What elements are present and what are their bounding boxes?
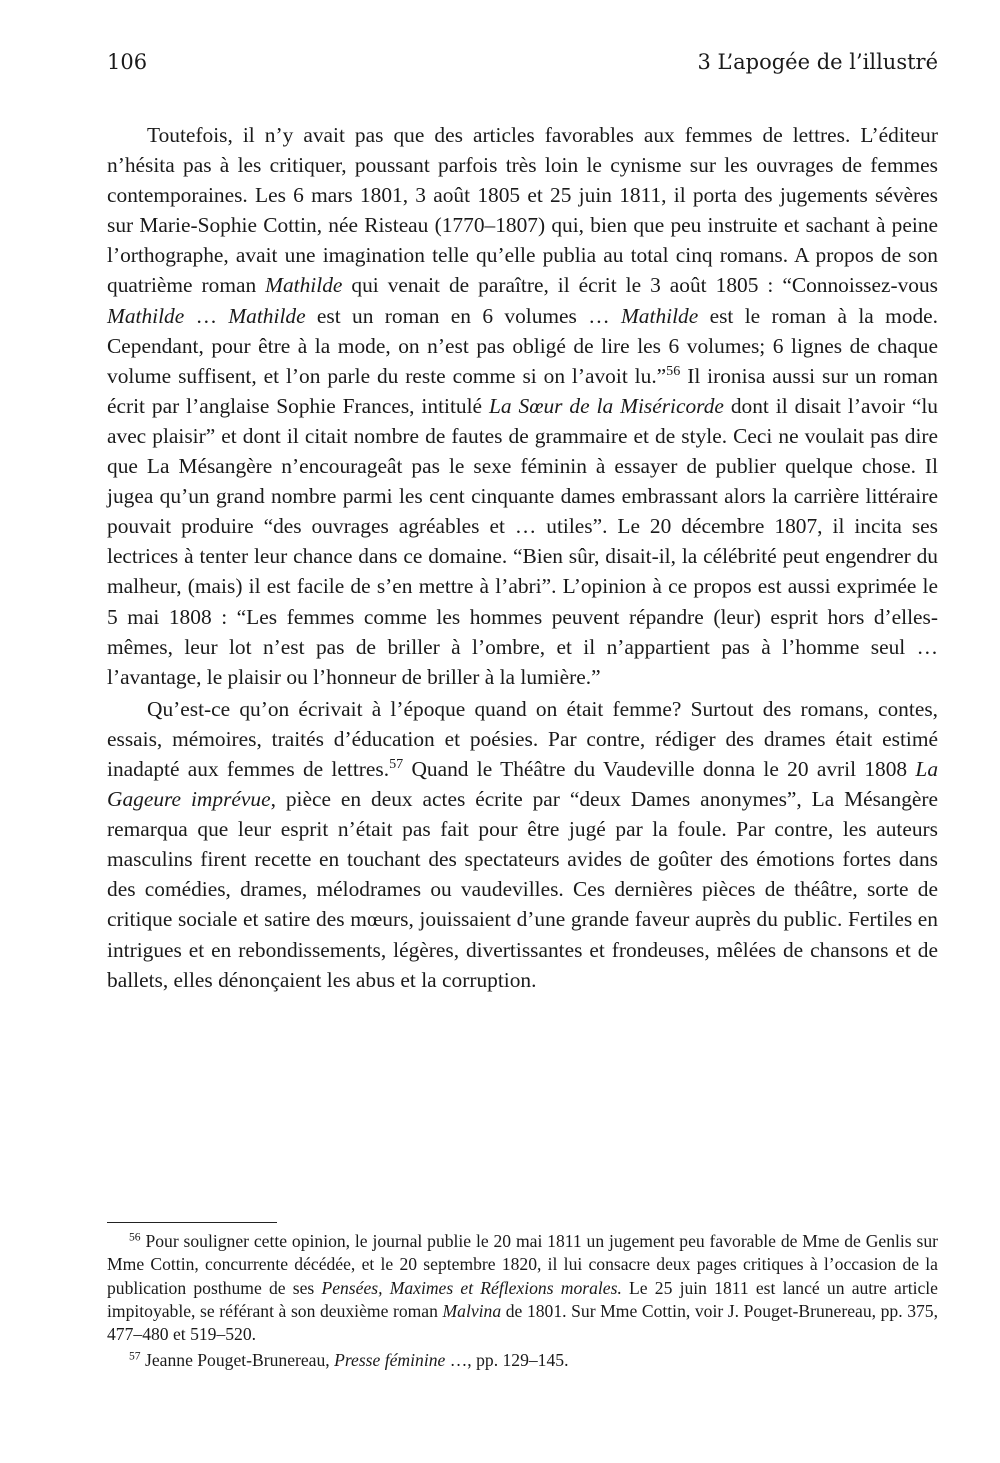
italic-title: La Gageure imprévue (107, 756, 939, 812)
italic-title: Pensées, Maximes et Réflexions morales. (321, 1277, 622, 1298)
italic-title: Mathilde (265, 273, 343, 298)
italic-title: La Sœur de la Miséricorde (488, 393, 724, 418)
footnote-number: 57 (129, 1350, 141, 1364)
text-run: Toutefois, il n’y avait pas que des articles favorables aux femmes de lettres. L’éditeur n’hésita pas à les critiquer, poussant parfois très loin le cynisme sur les ouvrages de femmes contemporaines. Les 6 mars 1801, 3 août 1805 et 25 juin 1811, il porta des jugements sévères sur Marie-Sophie Cottin, née Risteau (1770–1807) qui, bien que peu instruite et sachant à peine l’orthographe, avait une imagination telle qu’elle publia au total cinq romans. A propos de son quatrième roman (107, 123, 938, 298)
text-run: Il ironisa aussi sur un roman écrit par l’anglaise Sophie Frances, intitulé (107, 363, 938, 418)
text-run: dont il disait l’avoir “lu avec plaisir” et dont il citait nombre de fautes de grammaire et de style. Ceci ne voulait pas dire que La Mésangère n’encourageât pas le sexe féminin à essayer de publier quelque chose. Il jugea qu’un grand nombre parmi les cent cinquante dames embrassant alors la carrière littéraire pouvait produire “des ouvrages agréables et … utiles”. Le 20 décembre 1807, il incita ses lectrices à tenter leur chance dans ce domaine. “Bien sûr, disait-il, la célébrité peut engendrer du malheur, (mais) il est facile de s’en mettre à l’abri”. L’opinion à ce propos est aussi exprimée le 5 mai 1808 : “Les femmes comme les hommes peuvent répandre (leur) esprit hors d’elles-mêmes, leur lot n’est pas de briller à l’ombre, et il n’appartient pas à l’homme seul … l’avantage, le plaisir ou l’honneur de briller à la lumière.” (107, 393, 939, 689)
footnote-ref-57: 57 (389, 756, 404, 773)
text-run: est le roman à la mode. Cependant, pour être à la mode, on n’est pas obligé de lire les 6 volumes; 6 lignes de chaque volume suffisent, et l’on parle du reste comme si on l’avoit lu.” (107, 303, 938, 388)
text-run: est un roman en 6 volumes … (305, 303, 621, 328)
italic-title: Mathilde (228, 303, 306, 328)
text-run: Quand le Théâtre du Vaudeville donna le 20 avril 1808 (403, 756, 916, 781)
page-header (107, 50, 938, 84)
footnote-ref-56: 56 (666, 362, 681, 379)
body-text (107, 120, 938, 995)
italic-title: Presse féminine (334, 1350, 446, 1371)
italic-title: Mathilde (620, 303, 699, 328)
text-run: , pièce en deux actes écrite par “deux Dames anonymes”, La Mésangère remarqua que leur esprit n’était pas fait pour être jugé par la foule. Par contre, les auteurs masculins firent recette en touchant des spectateurs avides de goûter des émotions fortes dans des comédies, drames, mélodrames ou vaudevilles. Ces dernières pièces de théâtre, sorte de critique sociale et satire des mœurs, jouissaient d’une grande faveur auprès du public. Fertiles en intrigues et en rebondissements, légères, divertissantes et frondeuses, mêlées de chansons et de ballets, elles dénonçaient les abus et la corruption. (107, 787, 938, 992)
italic-title: Malvina (442, 1300, 502, 1321)
text-run: …, pp. 129–145. (445, 1350, 569, 1371)
text-run: qui venait de paraître, il écrit le 3 août 1805 : “Connoissez-vous (342, 273, 938, 298)
footnote-divider (107, 1222, 277, 1223)
page-number: 106 (107, 50, 148, 74)
text-run: Pour souligner cette opinion, le journal publie le 20 mai 1811 un jugement peu favorable de Mme de Genlis sur Mme Cottin, concurrente décédée, et le 20 septembre 1820, il lui consacre deux pages critiques à l’occasion de la publication posthume de ses (107, 1231, 938, 1298)
text-run: Jeanne Pouget-Brunereau, (140, 1350, 335, 1371)
footnote-number: 56 (129, 1230, 141, 1244)
text-run: de 1801. Sur Mme Cottin, voir J. Pouget-Brunereau, pp. 375, 477–480 et 519–520. (107, 1300, 938, 1345)
running-title: 3 L’apogée de l’illustré (697, 50, 938, 74)
text-run: … (184, 303, 229, 328)
text-run: Le 25 juin 1811 est lancé un autre article impitoyable, se référant à son deuxième roman (107, 1277, 938, 1321)
footnote-56 (107, 1230, 938, 1346)
paragraph-2 (107, 694, 938, 995)
italic-title: Mathilde (107, 303, 185, 328)
text-run: Qu’est-ce qu’on écrivait à l’époque quand on était femme? Surtout des romans, contes, essais, mémoires, traités d’éducation et poésies. Par contre, rédiger des drames était estimé inadapté aux femmes de lettres. (107, 696, 938, 781)
footnotes (107, 1230, 938, 1373)
footnote-57 (107, 1349, 938, 1372)
paragraph-1 (107, 120, 938, 692)
